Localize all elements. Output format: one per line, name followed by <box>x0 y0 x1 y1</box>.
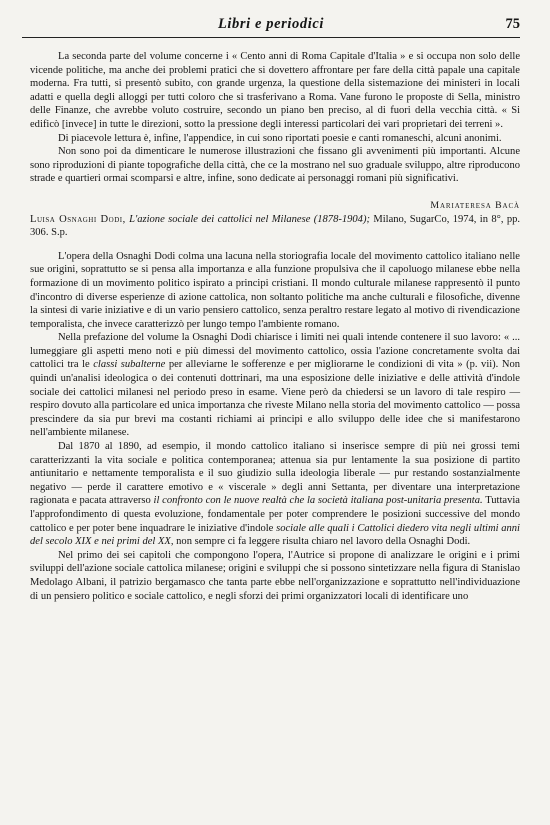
book-details: Milano, SugarCo, 1974, in 8°, pp. 306. S.p. <box>30 213 521 239</box>
reviewer-signature: Mariateresa Bacà <box>430 199 520 211</box>
paragraph: Nella prefazione del volume la Osnaghi Dodi chiarisce i limiti nei quali intende contenere il suo lavoro: « ... lumeggiare gli aspetti meno noti e più dimessi del movimento cattolico, ossia l'azione concretamente svolta dai cattolici tra le classi subalterne per alleviarne le sofferenze e per migliorarne le condizioni di vita » (p. vii). Non quindi un'analisi ideologica o dei contenuti dottrinari, ma una esposizione delle iniziative e delle attività d'indole sociale dei cattolici milanesi nel periodo preso in esame. Viene però da chiedersi se un lavoro di tale respiro — respiro dovuto alla particolare ed unica importanza che riveste Milano nella storia del movimento cattolico — possa prescindere da sia pur brevi ma costanti richiami ai principi e allo sviluppo delle idee che si manifestarono nell'ambiente milanese. <box>30 332 520 439</box>
article-body <box>30 50 520 603</box>
paragraph: Di piacevole lettura è, infine, l'appendice, in cui sono riportati poesie e canti romaneschi, alcuni anonimi. <box>58 132 502 144</box>
paragraph: La seconda parte del volume concerne i « Cento anni di Roma Capitale d'Italia » e si occupa non solo delle vicende politiche, ma anche dei problemi pratici che si dovettero affrontare per fare della città papale una capitale moderna. Fra tutti, si presentò subito, con grande urgenza, la questione della sistemazione dei ministeri in locali adatti e quella degli alloggi per tutti coloro che si trasferivano a Roma. Vane furono le proposte di Sella, ministro delle Finanze, che avrebbe voluto costruire, secondo un piano ben preciso, al di fuori della vecchia città. « Si edificò [invece] in tutte le direzioni, sotto la pressione degli interessi particolari dei vari proprietari dei terreni ». <box>30 51 520 130</box>
running-header <box>22 10 520 36</box>
header-rule <box>22 37 520 38</box>
page-number: 75 <box>505 16 520 32</box>
book-author: Luisa Osnaghi Dodi, <box>30 213 126 225</box>
paragraph: Dal 1870 al 1890, ad esempio, il mondo cattolico italiano si inserisce sempre di più nei grossi temi caratterizzanti la vita sociale e politica contemporanea; attenua sia pur lentamente la sua posizione di partito antiunitario e nettamente temporalista e il suo giudizio sulla ideologia liberale — pur restando sostanzialmente negativo — perde il carattere emotivo e « viscerale » degli anni Settanta, per diventare una interpretazione ragionata e pacata attraverso il confronto con le nuove realtà che la società italiana post-unitaria presenta. Tuttavia l'approfondimento di questa evoluzione, fondamentale per poter comprendere le posizioni successive del mondo cattolico e per poter bene inquadrare le iniziative d'indole sociale alle quali i Cattolici diedero vita negli ultimi anni del secolo XIX e nei primi del XX, non sempre ci fa leggere risulta chiaro nel lavoro della Osnaghi Dodi. <box>30 441 520 548</box>
paragraph: Nel primo dei sei capitoli che compongono l'opera, l'Autrice si propone di analizzare le origini e i primi sviluppi dell'azione sociale cattolica milanese; origini e sviluppi che si possono sintetizzare nella figura di Stanislao Medolago Albani, il patrizio bergamasco che tanta parte ebbe nell'organizzazione e soprattutto nell'individuazione di un pensiero politico e sociale cattolico, e negli sforzi dei primi organizzatori locali di identificare uno <box>30 549 520 602</box>
paragraph: Non sono poi da dimenticare le numerose illustrazioni che fissano gli avvenimenti più importanti. Alcune sono riproduzioni di piante topografiche della città, che ce la mostrano nel suo graduale sviluppo, altre riproducono strade e quartieri ormai scomparsi e altre, infine, sono dedicate ai personaggi romani più significativi. <box>30 146 520 185</box>
book-citation <box>30 213 520 240</box>
paragraph: L'opera della Osnaghi Dodi colma una lacuna nella storiografia locale del movimento cattolico italiano nelle sue origini, soprattutto se si pensa alla importanza e alla funzione propulsiva che il capoluogo milanese ebbe nella formazione di un movimento politico ispirato a principi cristiani. Il mondo culturale milanese rappresentò il punto d'incontro di diverse esperienze di azione cattolica, non soltanto politiche ma anche culturali e filosofiche, divenne la sintesi di varie iniziative e di un vario pensiero cattolico, senza peraltro restare legato al motivo di rivendicazione temporalista, che invece caratterizzò per lungo tempo l'ambiente romano. <box>30 250 520 330</box>
running-title: Libri e periodici <box>217 16 325 32</box>
book-title: L'azione sociale dei cattolici nel Milanese (1878-1904); <box>129 213 370 225</box>
